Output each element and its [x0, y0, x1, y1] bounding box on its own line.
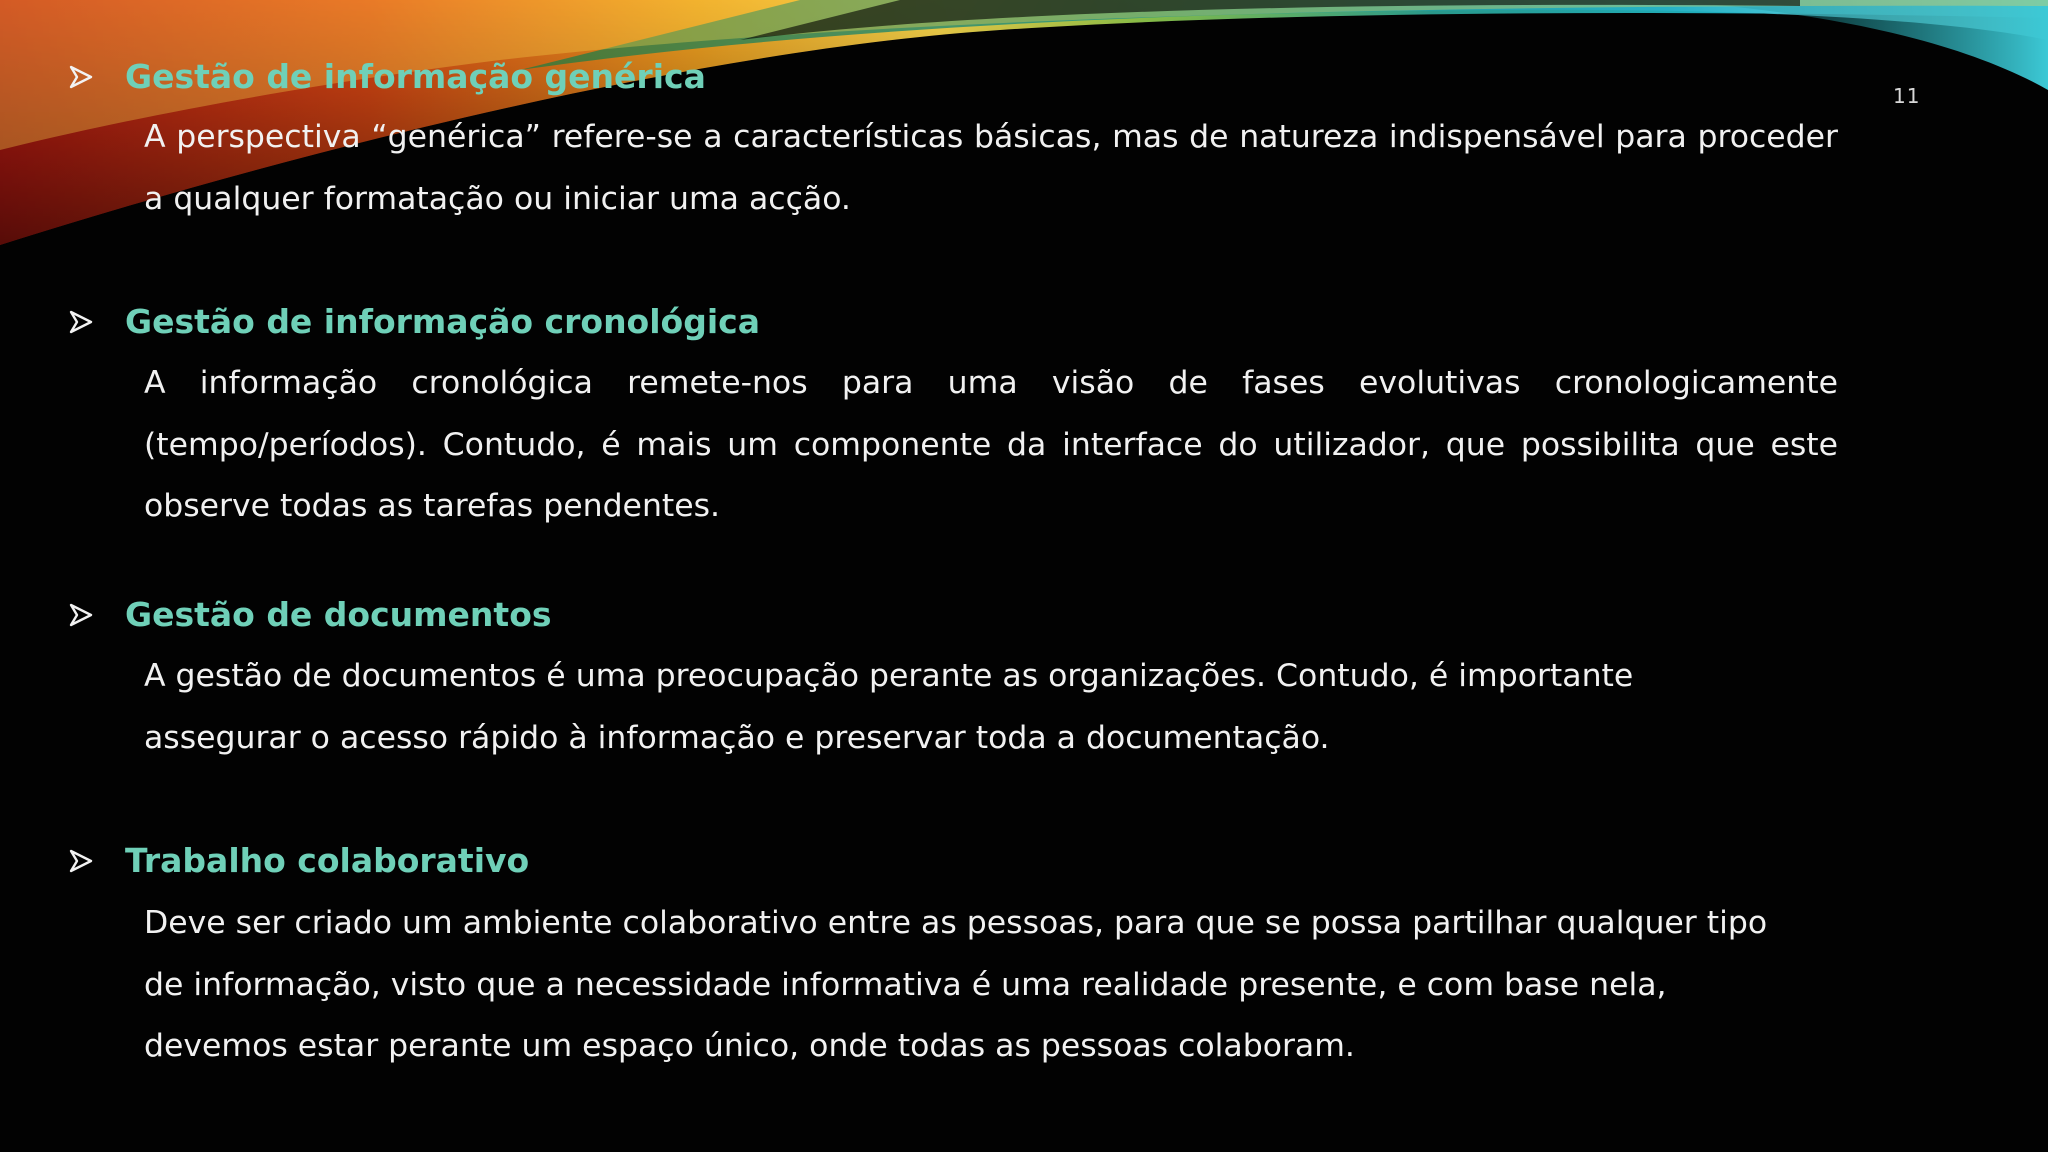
- section-paragraph: Deve ser criado um ambiente colaborativo entre as pessoas, para que se possa partilhar qualquer tipo de informação, visto que a necessidade informativa é uma realidade presente, e com base nela, devemos estar perante um espaço único, onde todas as pessoas colaboram.: [144, 905, 1768, 1064]
- arrow-bullet-icon: [68, 848, 94, 874]
- section-heading: Gestão de informação cronológica: [125, 302, 760, 341]
- section-paragraph: A perspectiva “genérica” refere-se a características básicas, mas de natureza indispensável para proceder a qualquer formatação ou iniciar uma acção.: [144, 119, 1838, 217]
- arrow-bullet-icon: [68, 64, 94, 90]
- section-paragraph: A informação cronológica remete-nos para uma visão de fases evolutivas cronologicamente (tempo/períodos). Contudo, é mais um componente da interface do utilizador, que possibilita que este observe todas as tarefas pendentes.: [144, 365, 1838, 524]
- slide-number: 11: [1893, 84, 1921, 108]
- section-heading: Gestão de documentos: [125, 595, 552, 634]
- arrow-bullet-icon: [68, 602, 94, 628]
- arrow-bullet-icon: [68, 309, 94, 335]
- section-heading: Gestão de informação genérica: [125, 57, 706, 96]
- section-paragraph: A gestão de documentos é uma preocupação perante as organizações. Contudo, é importante assegurar o acesso rápido à informação e preservar toda a documentação.: [144, 658, 1634, 756]
- section-heading: Trabalho colaborativo: [125, 841, 530, 880]
